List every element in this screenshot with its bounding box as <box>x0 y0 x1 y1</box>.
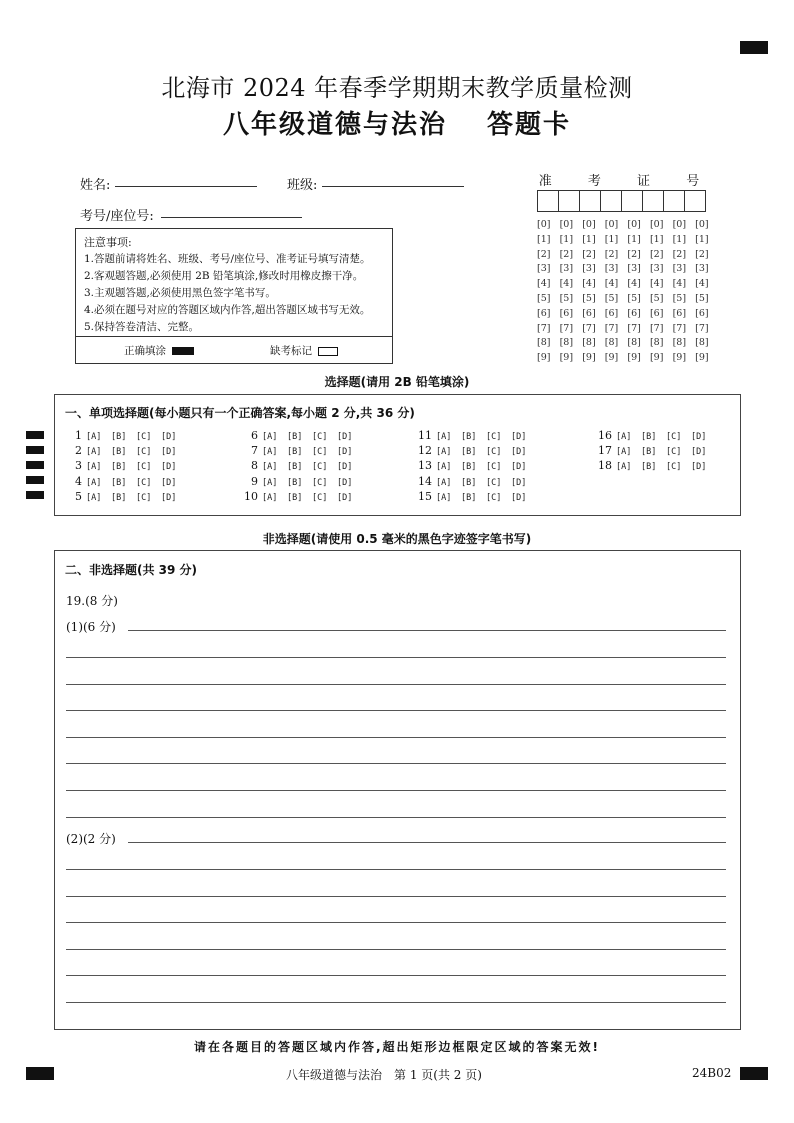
answer-bubble[interactable]: [B] <box>287 432 303 442</box>
answer-bubble[interactable]: [C] <box>312 477 328 488</box>
exam-id-box[interactable] <box>537 190 559 212</box>
exam-id-bubble[interactable]: [5] <box>537 292 551 304</box>
answer-bubble[interactable]: [D] <box>691 447 707 458</box>
exam-id-bubble[interactable]: [1] <box>604 233 619 245</box>
answer-bubble[interactable]: [C] <box>666 462 682 473</box>
class-label: 班级: <box>287 178 318 193</box>
exam-title: 北海市 2024 年春季学期期末教学质量检测 <box>161 74 633 102</box>
exam-id-bubble[interactable]: [2] <box>649 248 664 260</box>
answer-bubble[interactable]: [D] <box>337 492 353 503</box>
exam-id-bubble[interactable]: [3] <box>649 263 664 275</box>
notice-title: 注意事项: <box>84 236 132 249</box>
exam-id-bubble[interactable]: [5] <box>582 292 596 304</box>
exam-id-bubble[interactable]: [1] <box>582 233 596 245</box>
exam-id-bubble[interactable]: [2] <box>604 248 619 260</box>
answer-line[interactable] <box>66 975 726 976</box>
timing-mark <box>26 461 44 469</box>
answer-bubble[interactable]: [A] <box>436 462 452 473</box>
exam-id-bubble[interactable]: [7] <box>627 322 641 334</box>
answer-bubble[interactable]: [D] <box>161 432 177 442</box>
answer-line[interactable] <box>128 842 726 843</box>
exam-id-bubble[interactable]: [0] <box>672 219 687 230</box>
answer-line[interactable] <box>66 922 726 923</box>
registration-mark-bottom-left <box>26 1067 54 1080</box>
notice-box <box>75 228 393 364</box>
answer-bubble[interactable]: [B] <box>287 477 303 488</box>
mcq-question-row <box>242 490 362 503</box>
answer-bubble[interactable]: [A] <box>616 447 632 458</box>
answer-line[interactable] <box>66 763 726 764</box>
exam-id-bubble[interactable]: [6] <box>559 307 574 319</box>
mcq-question-row <box>416 490 536 503</box>
exam-id-bubble[interactable]: [8] <box>672 337 687 349</box>
footer-warning: 请在各题目的答题区域内作答,超出矩形边框限定区域的答案无效! <box>193 1040 601 1054</box>
exam-id-bubble[interactable]: [9] <box>627 352 641 364</box>
notice-item: 5.保持答卷清洁、完整。 <box>84 321 200 333</box>
question-number: 3 <box>75 459 82 473</box>
mcq-question-row <box>242 475 362 488</box>
exam-id-bubble[interactable]: [4] <box>672 278 687 290</box>
answer-bubble[interactable]: [B] <box>461 492 477 503</box>
exam-id-box[interactable] <box>684 190 706 212</box>
exam-id-write-boxes <box>537 190 706 212</box>
class-field[interactable] <box>322 186 464 187</box>
answer-bubble[interactable]: [D] <box>511 447 527 458</box>
exam-id-bubble[interactable]: [5] <box>649 292 664 304</box>
mcq-question-row <box>416 444 536 457</box>
exam-id-box[interactable] <box>621 190 643 212</box>
exam-id-bubble[interactable]: [1] <box>672 233 687 245</box>
exam-id-bubble[interactable]: [1] <box>559 233 574 245</box>
exam-id-bubble[interactable]: [4] <box>537 278 551 290</box>
exam-id-bubble[interactable]: [5] <box>559 292 574 304</box>
exam-id-bubble[interactable]: [9] <box>537 352 551 364</box>
exam-id-bubble[interactable]: [3] <box>559 263 574 275</box>
exam-id-bubble[interactable]: [4] <box>559 278 574 290</box>
mcq-question-row <box>416 429 536 442</box>
question-number: 15 <box>418 489 432 503</box>
question-number: 5 <box>75 489 82 503</box>
exam-id-bubble[interactable]: [5] <box>627 292 641 304</box>
timing-mark <box>26 431 44 439</box>
answer-bubble[interactable]: [D] <box>691 432 707 442</box>
question-number: 16 <box>598 429 612 442</box>
exam-id-bubble[interactable]: [7] <box>537 322 551 334</box>
exam-id-bubble[interactable]: [8] <box>604 337 619 349</box>
answer-bubble[interactable]: [C] <box>486 447 502 458</box>
nonmcq-section-title: 二、非选择题(共 39 分) <box>65 563 198 577</box>
exam-id-bubble[interactable]: [3] <box>537 263 551 275</box>
answer-line[interactable] <box>66 817 726 818</box>
exam-id-digit-row <box>537 219 718 234</box>
mcq-question-row <box>66 429 186 442</box>
page-number: 八年级道德与法治 第 1 页(共 2 页) <box>286 1068 482 1082</box>
exam-id-title: 准 考 证 号 <box>538 174 716 189</box>
exam-id-digit-row <box>537 278 718 293</box>
notice-footer <box>76 336 392 363</box>
answer-bubble[interactable]: [D] <box>161 447 177 458</box>
answer-bubble[interactable]: [A] <box>262 477 278 488</box>
question-number: 12 <box>418 444 432 458</box>
answer-bubble[interactable]: [C] <box>136 447 152 458</box>
answer-bubble[interactable]: [A] <box>262 432 278 442</box>
exam-id-bubble[interactable]: [8] <box>627 337 641 349</box>
filled-box-icon <box>172 347 194 355</box>
exam-id-bubble[interactable]: [0] <box>604 219 619 230</box>
answer-line[interactable] <box>66 949 726 950</box>
mcq-question-row <box>596 429 716 442</box>
question-number: 9 <box>251 474 258 488</box>
exam-id-bubble[interactable]: [0] <box>559 219 574 230</box>
answer-bubble[interactable]: [A] <box>86 477 102 488</box>
answer-bubble[interactable]: [B] <box>461 447 477 458</box>
answer-bubble[interactable]: [B] <box>641 447 657 458</box>
question-number: 17 <box>598 444 612 458</box>
answer-bubble[interactable]: [A] <box>86 462 102 473</box>
absent-mark-label: 缺考标记 <box>270 345 312 357</box>
answer-bubble[interactable]: [B] <box>641 462 657 473</box>
answer-line[interactable] <box>66 710 726 711</box>
mcq-question-row <box>66 459 186 472</box>
question-number: 10 <box>244 489 258 503</box>
exam-id-bubble[interactable]: [9] <box>672 352 687 364</box>
answer-bubble[interactable]: [D] <box>511 492 527 503</box>
mcq-question-row <box>596 459 716 472</box>
question-number: 7 <box>251 444 258 458</box>
answer-bubble[interactable]: [A] <box>436 477 452 488</box>
exam-id-bubble[interactable]: [7] <box>604 322 619 334</box>
exam-id-bubble[interactable]: [4] <box>627 278 641 290</box>
question-number: 1 <box>75 429 82 442</box>
answer-bubble[interactable]: [B] <box>287 492 303 503</box>
exam-id-bubble[interactable]: [4] <box>604 278 619 290</box>
answer-bubble[interactable]: [B] <box>111 492 127 503</box>
exam-id-digit-row <box>537 249 718 264</box>
exam-id-bubble[interactable]: [4] <box>649 278 664 290</box>
answer-bubble[interactable]: [B] <box>641 432 657 442</box>
registration-mark-bottom-right <box>740 1067 768 1080</box>
paper-code: 24B02 <box>692 1066 732 1080</box>
answer-bubble[interactable]: [D] <box>337 462 353 473</box>
answer-line[interactable] <box>66 684 726 685</box>
exam-id-box[interactable] <box>558 190 580 212</box>
exam-id-bubble[interactable]: [6] <box>537 307 551 319</box>
exam-id-bubble[interactable]: [8] <box>649 337 664 349</box>
answer-bubble[interactable]: [B] <box>287 462 303 473</box>
answer-line[interactable] <box>128 630 726 631</box>
nonmcq-heading: 非选择题(请使用 0.5 毫米的黑色字迹签字笔书写) <box>262 532 532 546</box>
exam-id-bubble[interactable]: [9] <box>695 352 709 364</box>
registration-mark-top-right <box>740 41 768 54</box>
answer-bubble[interactable]: [C] <box>312 492 328 503</box>
correct-fill-sample <box>124 343 194 358</box>
answer-bubble[interactable]: [A] <box>262 492 278 503</box>
answer-line[interactable] <box>66 896 726 897</box>
answer-bubble[interactable]: [D] <box>161 492 177 503</box>
answer-bubble[interactable]: [C] <box>136 477 152 488</box>
question-19-1-label: (1)(6 分) <box>66 620 116 634</box>
answer-line[interactable] <box>66 790 726 791</box>
exam-id-bubble[interactable]: [6] <box>627 307 641 319</box>
exam-id-bubble[interactable]: [3] <box>627 263 641 275</box>
exam-id-bubble[interactable]: [9] <box>649 352 664 364</box>
exam-id-bubble[interactable]: [6] <box>695 307 709 319</box>
mcq-question-row <box>242 429 362 442</box>
answer-bubble[interactable]: [C] <box>312 462 328 473</box>
mcq-heading: 选择题(请用 2B 铅笔填涂) <box>324 375 470 389</box>
exam-id-bubble[interactable]: [6] <box>672 307 687 319</box>
exam-id-digit-row <box>537 337 718 352</box>
exam-id-bubble[interactable]: [3] <box>672 263 687 275</box>
answer-bubble[interactable]: [B] <box>461 432 477 442</box>
question-number: 6 <box>251 429 258 442</box>
exam-id-bubble[interactable]: [7] <box>695 322 709 334</box>
answer-bubble[interactable]: [C] <box>666 447 682 458</box>
exam-id-digit-row <box>537 293 718 308</box>
mcq-question-row <box>66 444 186 457</box>
exam-id-bubble[interactable]: [9] <box>604 352 619 364</box>
exam-id-bubble[interactable]: [5] <box>604 292 619 304</box>
exam-id-bubble[interactable]: [8] <box>582 337 596 349</box>
subject-title: 八年级道德与法治 <box>222 110 447 140</box>
answer-bubble[interactable]: [D] <box>511 432 527 442</box>
answer-bubble[interactable]: [B] <box>111 432 127 442</box>
exam-id-bubble[interactable]: [6] <box>649 307 664 319</box>
answer-bubble[interactable]: [B] <box>111 447 127 458</box>
exam-id-bubble[interactable]: [7] <box>672 322 687 334</box>
answer-line[interactable] <box>66 657 726 658</box>
name-label: 姓名: <box>80 178 111 193</box>
answer-bubble[interactable]: [B] <box>111 462 127 473</box>
notice-item: 2.客观题答题,必须使用 2B 铅笔填涂,修改时用橡皮擦干净。 <box>84 270 364 282</box>
answer-bubble[interactable]: [B] <box>461 462 477 473</box>
exam-id-bubble[interactable]: [7] <box>649 322 664 334</box>
answer-line[interactable] <box>66 737 726 738</box>
question-19-2-label: (2)(2 分) <box>66 832 116 846</box>
exam-id-bubble[interactable]: [0] <box>649 219 664 230</box>
exam-id-bubble[interactable]: [3] <box>582 263 596 275</box>
answer-bubble[interactable]: [C] <box>136 432 152 442</box>
mcq-question-row <box>242 444 362 457</box>
answer-bubble[interactable]: [D] <box>337 477 353 488</box>
exam-id-bubble[interactable]: [1] <box>649 233 664 245</box>
exam-id-bubble[interactable]: [2] <box>559 248 574 260</box>
card-title <box>0 104 794 141</box>
absent-mark-sample <box>270 343 338 358</box>
answer-bubble[interactable]: [C] <box>486 432 502 442</box>
exam-id-digit-row <box>537 308 718 323</box>
answer-bubble[interactable]: [A] <box>86 447 102 458</box>
answer-bubble[interactable]: [C] <box>312 432 328 442</box>
answer-bubble[interactable]: [C] <box>666 432 682 442</box>
question-number: 8 <box>251 459 258 473</box>
exam-id-bubble[interactable]: [0] <box>537 219 551 230</box>
answer-bubble[interactable]: [A] <box>616 462 632 473</box>
name-field[interactable] <box>115 186 257 187</box>
exam-id-bubble[interactable]: [7] <box>559 322 574 334</box>
seat-field[interactable] <box>161 217 302 218</box>
mcq-question-row <box>596 444 716 457</box>
mcq-question-row <box>66 490 186 503</box>
question-number: 4 <box>75 474 82 488</box>
answer-bubble[interactable]: [C] <box>486 462 502 473</box>
answer-bubble[interactable]: [A] <box>616 432 632 442</box>
exam-id-bubble[interactable]: [2] <box>537 248 551 260</box>
exam-id-box[interactable] <box>663 190 685 212</box>
absent-box[interactable] <box>318 347 338 356</box>
exam-id-bubble[interactable]: [1] <box>627 233 641 245</box>
exam-id-digit-row <box>537 234 718 249</box>
answer-bubble[interactable]: [A] <box>262 447 278 458</box>
exam-id-bubble[interactable]: [0] <box>582 219 596 230</box>
answer-bubble[interactable]: [C] <box>312 447 328 458</box>
exam-id-bubble[interactable]: [7] <box>582 322 596 334</box>
exam-id-bubble[interactable]: [2] <box>672 248 687 260</box>
answer-card-label: 答题卡 <box>487 110 572 140</box>
answer-bubble[interactable]: [C] <box>136 462 152 473</box>
mcq-section-title: 一、单项选择题(每小题只有一个正确答案,每小题 2 分,共 36 分) <box>65 406 415 420</box>
exam-id-bubble[interactable]: [3] <box>604 263 619 275</box>
question-number: 11 <box>418 429 432 442</box>
answer-bubble[interactable]: [A] <box>262 462 278 473</box>
timing-mark <box>26 491 44 499</box>
exam-id-digit-row <box>537 263 718 278</box>
exam-id-bubble[interactable]: [9] <box>582 352 596 364</box>
mcq-question-row <box>242 459 362 472</box>
correct-fill-label: 正确填涂 <box>124 345 166 357</box>
timing-mark <box>26 476 44 484</box>
answer-bubble[interactable]: [A] <box>86 492 102 503</box>
exam-id-box[interactable] <box>600 190 622 212</box>
exam-id-bubble[interactable]: [2] <box>582 248 596 260</box>
exam-id-digit-row <box>537 323 718 338</box>
exam-id-bubble[interactable]: [0] <box>627 219 641 230</box>
question-number: 18 <box>598 459 612 473</box>
mcq-question-row <box>416 475 536 488</box>
notice-item: 1.答题前请将姓名、班级、考号/座位号、准考证号填写清楚。 <box>84 253 371 265</box>
timing-mark <box>26 446 44 454</box>
exam-id-bubble-grid <box>537 219 718 367</box>
exam-id-bubble[interactable]: [3] <box>695 263 709 275</box>
question-19-label: 19.(8 分) <box>66 594 118 608</box>
answer-bubble[interactable]: [B] <box>461 477 477 488</box>
answer-line[interactable] <box>66 869 726 870</box>
exam-id-bubble[interactable]: [2] <box>695 248 709 260</box>
exam-id-bubble[interactable]: [6] <box>604 307 619 319</box>
answer-bubble[interactable]: [A] <box>436 432 452 442</box>
exam-id-bubble[interactable]: [4] <box>582 278 596 290</box>
question-number: 14 <box>418 474 432 488</box>
answer-bubble[interactable]: [D] <box>691 462 707 473</box>
exam-id-bubble[interactable]: [1] <box>695 233 709 245</box>
exam-id-bubble[interactable]: [8] <box>559 337 574 349</box>
answer-bubble[interactable]: [D] <box>161 462 177 473</box>
exam-id-bubble[interactable]: [5] <box>695 292 709 304</box>
exam-id-bubble[interactable]: [0] <box>695 219 709 230</box>
exam-id-bubble[interactable]: [5] <box>672 292 687 304</box>
answer-bubble[interactable]: [A] <box>436 447 452 458</box>
exam-id-bubble[interactable]: [6] <box>582 307 596 319</box>
answer-bubble[interactable]: [B] <box>111 477 127 488</box>
question-number: 2 <box>75 444 82 458</box>
answer-bubble[interactable]: [D] <box>161 477 177 488</box>
answer-bubble[interactable]: [D] <box>511 477 527 488</box>
exam-id-bubble[interactable]: [8] <box>537 337 551 349</box>
answer-bubble[interactable]: [A] <box>86 432 102 442</box>
answer-bubble[interactable]: [B] <box>287 447 303 458</box>
mcq-question-row <box>66 475 186 488</box>
exam-id-bubble[interactable]: [1] <box>537 233 551 245</box>
exam-id-box[interactable] <box>579 190 601 212</box>
answer-bubble[interactable]: [D] <box>337 447 353 458</box>
answer-bubble[interactable]: [C] <box>136 492 152 503</box>
answer-bubble[interactable]: [A] <box>436 492 452 503</box>
exam-id-bubble[interactable]: [9] <box>559 352 574 364</box>
exam-id-digit-row <box>537 352 718 367</box>
answer-bubble[interactable]: [C] <box>486 492 502 503</box>
exam-id-bubble[interactable]: [4] <box>695 278 709 290</box>
notice-item: 3.主观题答题,必须使用黑色签字笔书写。 <box>84 287 276 299</box>
question-number: 13 <box>418 459 432 473</box>
answer-line[interactable] <box>66 1002 726 1003</box>
seat-label: 考号/座位号: <box>80 209 154 224</box>
answer-bubble[interactable]: [D] <box>511 462 527 473</box>
answer-bubble[interactable]: [D] <box>337 432 353 442</box>
exam-id-box[interactable] <box>642 190 664 212</box>
exam-id-bubble[interactable]: [8] <box>695 337 709 349</box>
mcq-question-row <box>416 459 536 472</box>
notice-item: 4.必须在题号对应的答题区域内作答,超出答题区域书写无效。 <box>84 304 371 316</box>
exam-id-bubble[interactable]: [2] <box>627 248 641 260</box>
answer-bubble[interactable]: [C] <box>486 477 502 488</box>
